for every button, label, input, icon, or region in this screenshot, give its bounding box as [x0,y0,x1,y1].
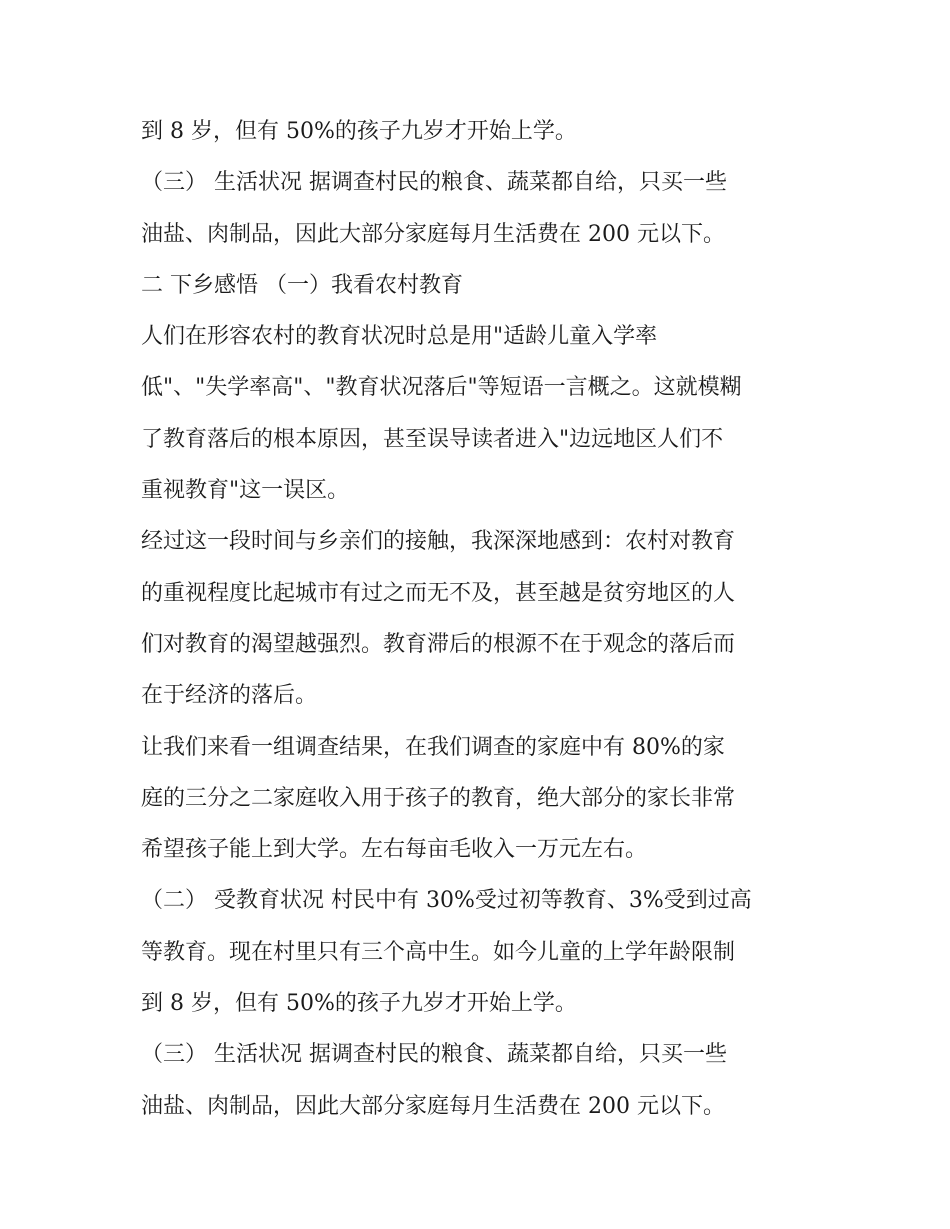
text-line: 们对教育的渴望越强烈。教育滞后的根源不在于观念的落后而 [141,631,736,657]
text-line: 到 8 岁，但有 50%的孩子九岁才开始上学。 [141,991,577,1017]
document-body [141,106,821,1132]
text-line: 重视教育"这一误区。 [141,478,350,504]
text-line: 经过这一段时间与乡亲们的接触，我深深地感到：农村对教育 [141,529,736,555]
text-line: 低"、"失学率高"、"教育状况落后"等短语一言概之。这就模糊 [141,375,742,401]
text-line: 让我们来看一组调查结果，在我们调查的家庭中有 80%的家 [141,734,725,760]
text-line: 的重视程度比起城市有过之而无不及，甚至越是贫穷地区的人 [141,580,736,606]
text-line: 人们在形容农村的教育状况时总是用"适龄儿童入学率 [141,324,658,350]
text-line: 到 8 岁，但有 50%的孩子九岁才开始上学。 [141,119,577,144]
text-line: 油盐、肉制品，因此大部分家庭每月生活费在 200 元以下。 [141,221,725,247]
text-line: （三） 生活状况 据调查村民的粮食、蔬菜都自给，只买一些 [141,170,727,196]
text-line: 庭的三分之二家庭收入用于孩子的教育，绝大部分的家长非常 [141,785,736,811]
text-line: 希望孩子能上到大学。左右每亩毛收入一万元左右。 [141,837,648,863]
text-line: （二） 受教育状况 村民中有 30%受过初等教育、3%受到过高 [141,888,752,914]
text-line: 等教育。现在村里只有三个高中生。如今儿童的上学年龄限制 [141,939,736,965]
text-line: 油盐、肉制品，因此大部分家庭每月生活费在 200 元以下。 [141,1093,725,1119]
text-line: （三） 生活状况 据调查村民的粮食、蔬菜都自给，只买一些 [141,1042,727,1068]
text-line: 了教育落后的根本原因，甚至误导读者进入"边远地区人们不 [141,426,724,452]
section-heading: 二 下乡感悟 （一）我看农村教育 [141,272,463,298]
text-line: 在于经济的落后。 [141,683,318,709]
